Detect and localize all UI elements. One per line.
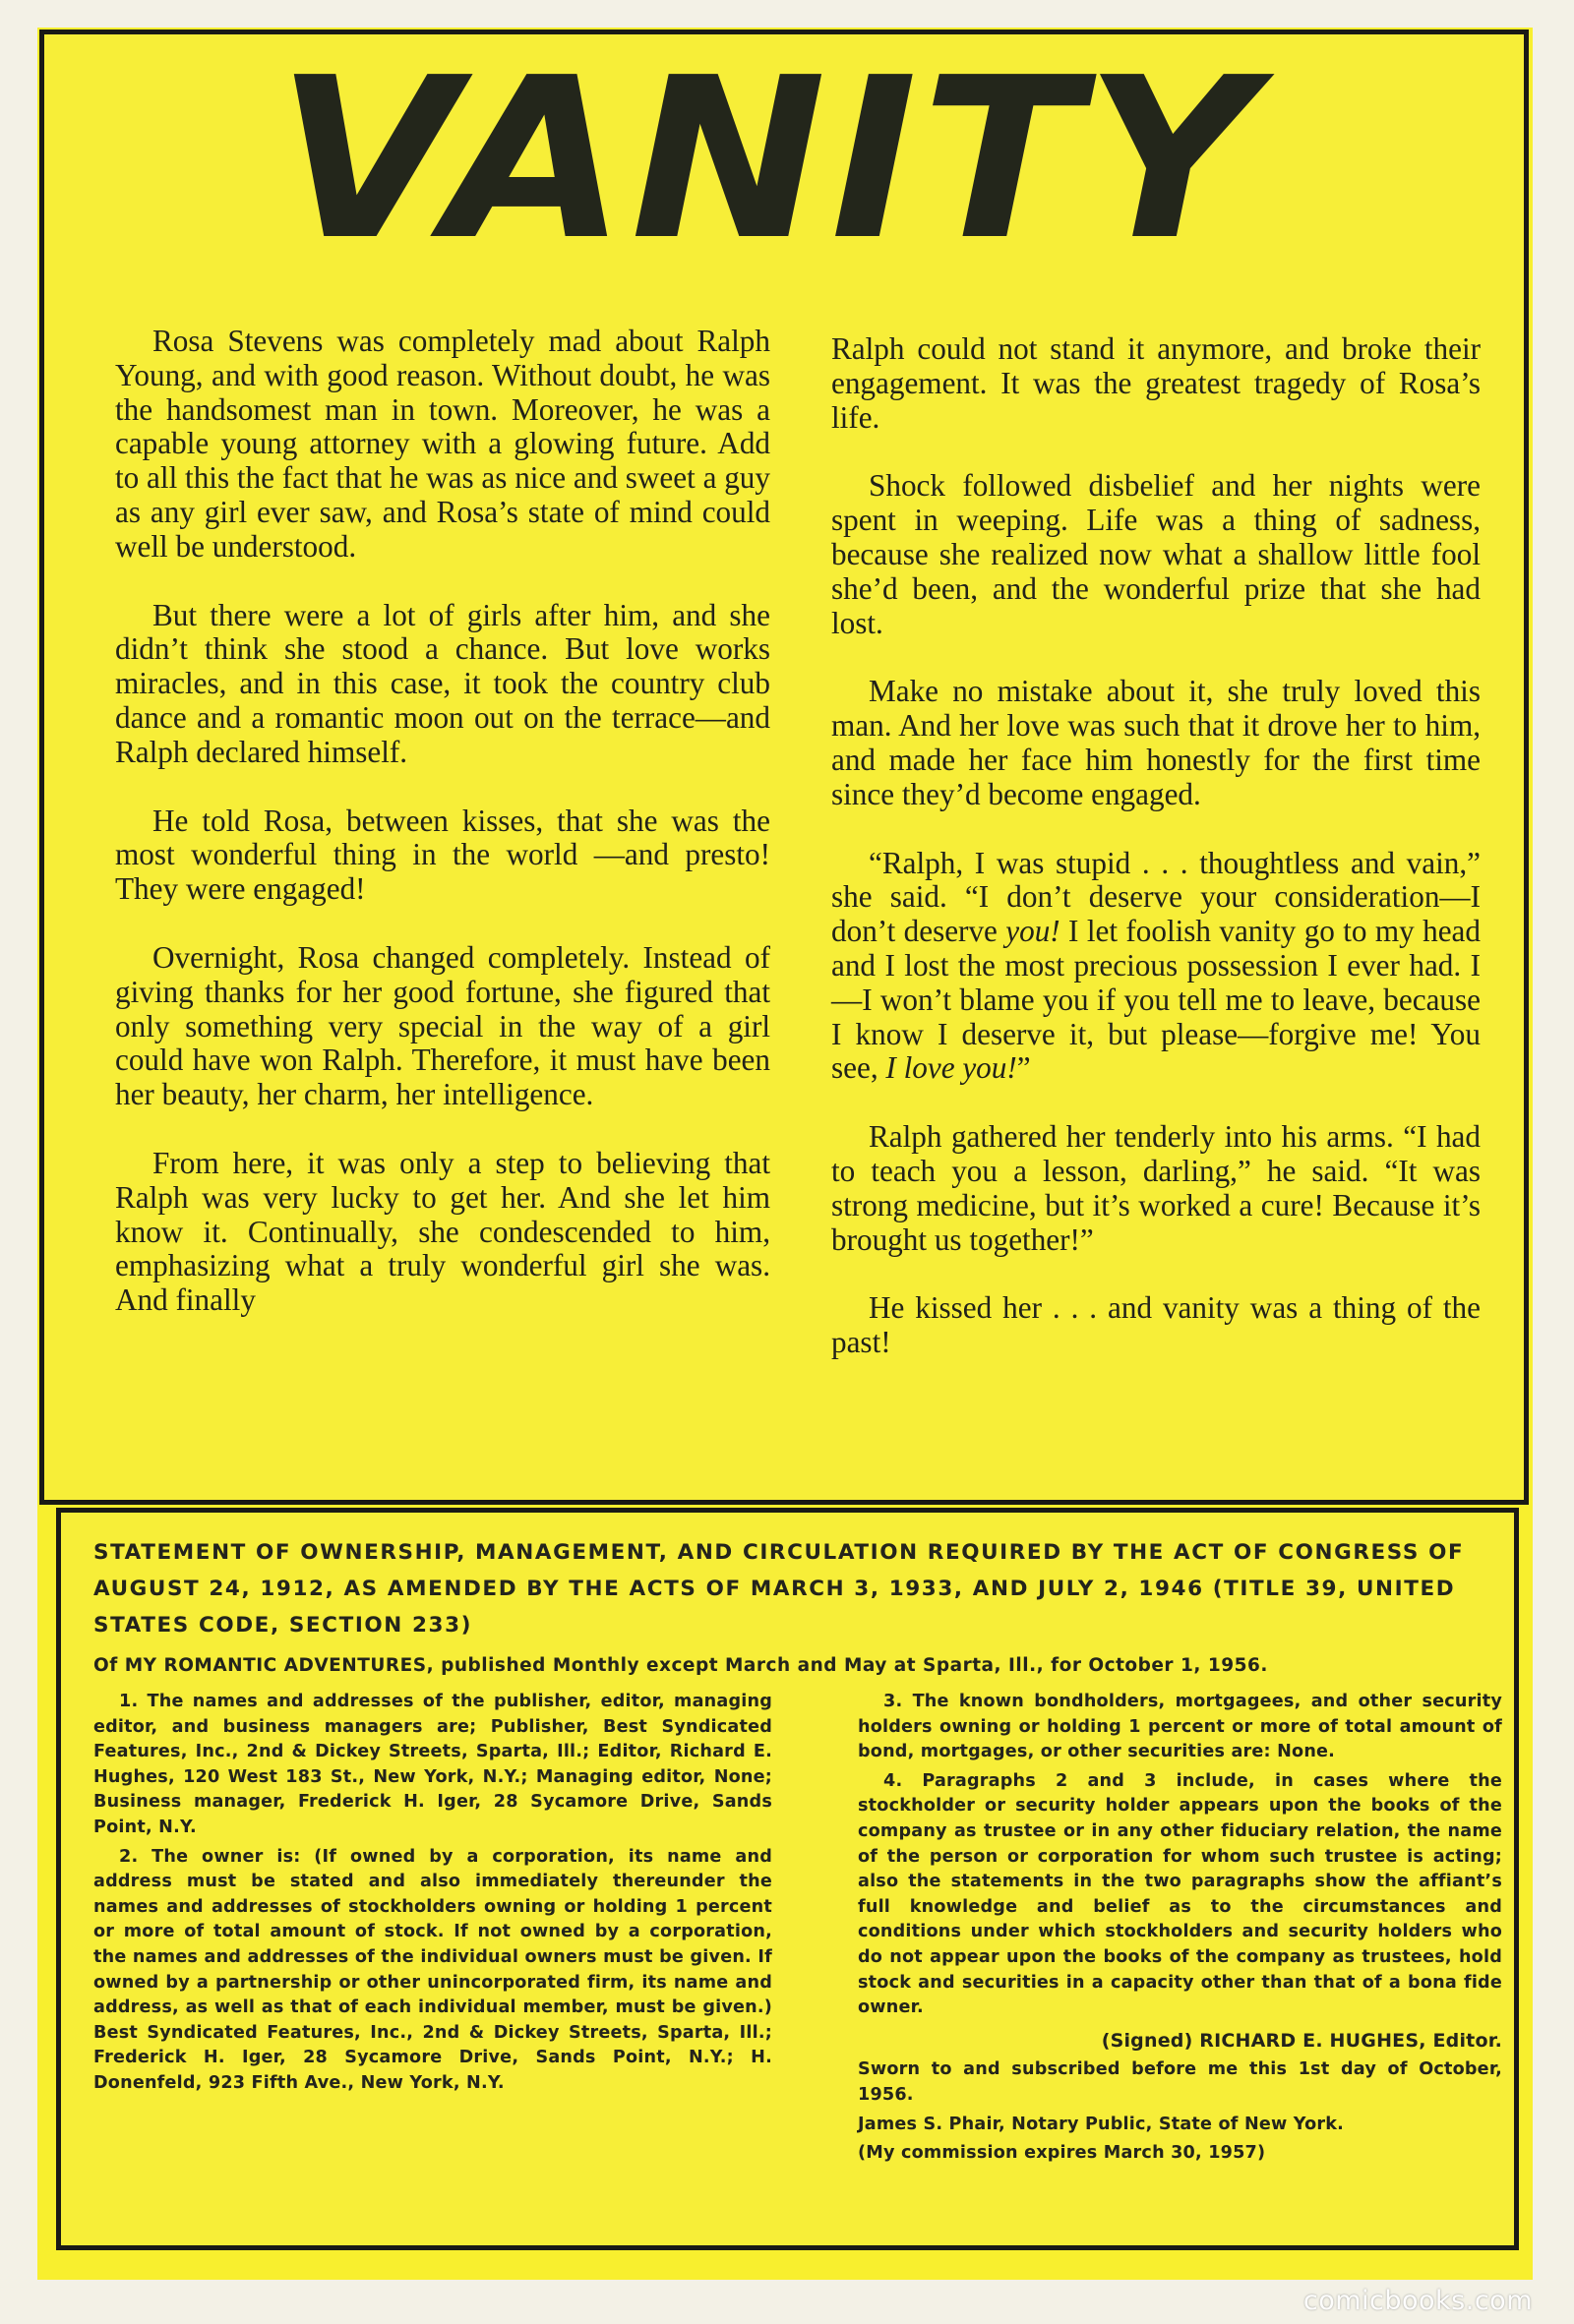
notary-line: Sworn to and subscribed before me this 1st day of October, 1956. xyxy=(858,2059,1502,2105)
statement-left-column xyxy=(93,1690,772,2101)
statement-right-column xyxy=(858,1690,1502,2171)
text-run: ” xyxy=(1016,1050,1031,1086)
statement-paragraph: 3. The known bondholders, mortgagees, and other security holders owning or holding 1 percent or more of total amount of bond, mortgages, or other securities are: None. xyxy=(858,1692,1502,1762)
story-left-column xyxy=(115,325,770,1352)
story-paragraph xyxy=(831,847,1481,1087)
text-run: “Ralph, I was stupid . . . thoughtless and vain,” she said. “I don’t deserve your consideration—I don’t deserve xyxy=(831,845,1481,949)
statement-paragraph: 1. The names and addresses of the publisher, editor, managing editor, and business managers are; Publisher, Best Syndicated Features, Inc., 2nd & Dickey Streets, Sparta, Ill.; Editor, Richard E. Hughes, 120 West 183 St., New York, N.Y.; Managing editor, None; Business manager, Frederick H. Iger, 28 Sycamore Drive, Sands Point, N.Y. xyxy=(93,1692,772,1837)
story-paragraph: From here, it was only a step to believing that Ralph was very lucky to get her. And she let him know it. Continually, she condescended to him, emphasizing what a truly wonderful girl she was. And finally xyxy=(115,1145,770,1318)
story-paragraph: Ralph could not stand it anymore, and broke their engagement. It was the greatest tragedy of Rosa’s life. xyxy=(831,331,1481,435)
notary-line: James S. Phair, Notary Public, State of New York. xyxy=(858,2114,1345,2134)
story-paragraph: Make no mistake about it, she truly loved this man. And her love was such that it drove her to him, and made her face him honestly for the first time since they’d become engaged. xyxy=(831,674,1481,811)
statement-heading: STATEMENT OF OWNERSHIP, MANAGEMENT, AND CIRCULATION REQUIRED BY THE ACT OF CONGRESS OF AUGUST 24, 1912, AS AMENDED BY THE ACTS OF MARCH 3, 1933, AND JULY 2, 1946 (TITLE 39, UNITED STATES CODE, SECTION 233) xyxy=(93,1540,1465,1638)
story-paragraph: But there were a lot of girls after him, and she didn’t think she stood a chance. But love works miracles, and in this case, it took the country club dance and a romantic moon out on the terrace—and Ralph declared himself. xyxy=(115,597,770,769)
watermark: comicbooks.com xyxy=(1302,2286,1533,2316)
story-paragraph: Shock followed disbelief and her nights were spent in weeping. Life was a thing of sadness, because she realized now what a shallow little fool she’d been, and the wonderful prize that she had lost. xyxy=(831,468,1481,640)
emphasis-text: you! xyxy=(1005,914,1060,949)
statement-paragraph: 2. The owner is: (If owned by a corporation, its name and address must be stated and also immediately thereunder the names and addresses of stockholders owning or holding 1 percent or more of total amount of stock. If not owned by a corporation, the names and addresses of the individual owners must be given. If owned by a partnership or other unincorporated firm, its name and address, as well as that of each individual member, must be given.) Best Syndicated Features, Inc., 2nd & Dickey Streets, Sparta, Ill.; Frederick H. Iger, 28 Sycamore Drive, Sands Point, N.Y.; H. Donenfeld, 923 Fifth Ave., New York, N.Y. xyxy=(93,1846,772,2093)
story-paragraph: Overnight, Rosa changed completely. Instead of giving thanks for her good fortune, she figured that only something very special in the way of a girl could have won Ralph. Therefore, it must have been her beauty, her charm, her intelligence. xyxy=(115,939,770,1112)
story-paragraph: Rosa Stevens was completely mad about Ralph Young, and with good reason. Without doubt, he was the handsomest man in town. Moreover, he was a capable young attorney with a glowing future. Add to all this the fact that he was as nice and sweet a guy as any girl ever saw, and Rosa’s state of mind could well be understood. xyxy=(115,324,770,564)
text-run: I let foolish vanity go to my head and I lost the most precious possession I ever had. I—I won’t blame you if you tell me to leave, because I know I deserve it, but please—forgive me! You see, xyxy=(831,914,1481,1086)
notary-line: (My commission expires March 30, 1957) xyxy=(858,2143,1266,2164)
statement-paragraph: 4. Paragraphs 2 and 3 include, in cases where the stockholder or security holder appears upon the books of the company as trustee or in any other fiduciary relation, the name of the person or corporation for whom such trustee is acting; also the statements in the two paragraphs show the affiant’s full knowledge and belief as to the circumstances and conditions under which stockholders and security holders who do not appear upon the books of the company as trustees, hold stock and securities in a capacity other than that of a bona fide owner. xyxy=(858,1770,1502,2018)
story-title: VANITY xyxy=(275,30,1259,290)
story-paragraph: He kissed her . . . and vanity was a thing of the past! xyxy=(831,1290,1481,1360)
editor-signature: (Signed) RICHARD E. HUGHES, Editor. xyxy=(1101,2029,1502,2052)
emphasis-text: I love you! xyxy=(885,1050,1017,1086)
story-paragraph: Ralph gathered her tenderly into his arms. “I had to teach you a lesson, darling,” he said. “It was strong medicine, but it’s worked a cure! Because it’s brought us together!” xyxy=(831,1119,1481,1257)
notary-block xyxy=(858,2057,1502,2166)
ownership-statement-panel xyxy=(56,1508,1519,2250)
story-right-column xyxy=(831,332,1481,1395)
story-paragraph: He told Rosa, between kisses, that she was the most wonderful thing in the world —and presto! They were engaged! xyxy=(115,803,770,907)
statement-intro: Of MY ROMANTIC ADVENTURES, published Monthly except March and May at Sparta, Ill., for October 1, 1956. xyxy=(93,1655,1268,1676)
